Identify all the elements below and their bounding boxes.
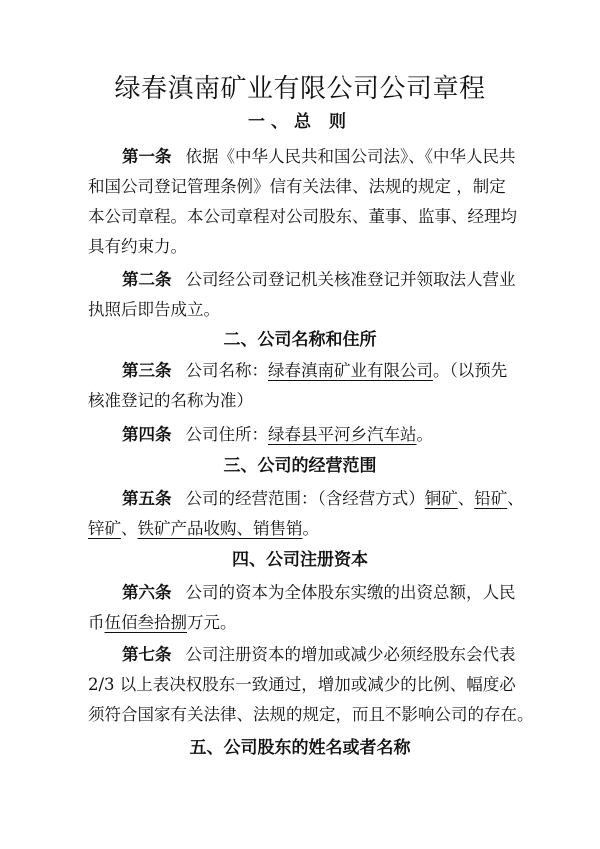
article-label: 第六条 <box>122 583 172 602</box>
article-label: 第一条 <box>122 147 172 166</box>
article-text: 公司经公司登记机关核准登记并领取法人营业 <box>185 270 516 289</box>
article-text: 核准登记的名称为准） <box>88 391 253 410</box>
article-text: 须符合国家有关法律、法规的规定，而且不影响公司的存在。 <box>88 705 534 724</box>
scope-item: 铜矿 <box>424 489 458 508</box>
article-text: 本公司章程。本公司章程对公司股东、董事、监事、经理均 <box>88 207 517 226</box>
article-text: 公司住所： <box>185 425 268 444</box>
article-2 <box>88 265 528 325</box>
article-text: 万元。 <box>187 613 237 632</box>
article-label: 第五条 <box>122 489 172 508</box>
section-heading-business-scope: 三、公司的经营范围 <box>223 456 377 476</box>
article-text: 、 <box>121 519 138 538</box>
article-text: 公司的资本为全体股东实缴的出资总额，人民 <box>185 583 516 602</box>
article-text: 。 <box>302 519 319 538</box>
article-3 <box>88 356 528 416</box>
section-heading-name-address: 二、公司名称和住所 <box>223 330 377 350</box>
scope-item: 铅矿 <box>474 489 508 508</box>
company-address-value: 绿春县平河乡汽车站 <box>268 425 417 444</box>
section-heading-shareholders: 五、公司股东的姓名或者名称 <box>189 738 411 758</box>
section-heading-general: 一、总 则 <box>248 112 352 132</box>
article-text: 2/3 以上表决权股东一致通过，增加或减少的比例、幅度必 <box>88 675 516 694</box>
document-title: 绿春滇南矿业有限公司公司章程 <box>114 74 486 104</box>
article-7 <box>88 640 534 730</box>
article-text: 和国公司登记管理条例》信有关法律、法规的规定 ，制定 <box>88 177 506 196</box>
article-text: 。 <box>416 425 433 444</box>
article-text: 公司名称： <box>185 361 268 380</box>
article-5 <box>88 484 528 544</box>
article-text: 币 <box>88 613 105 632</box>
article-text: 。（以预先 <box>433 361 508 380</box>
article-6 <box>88 578 528 638</box>
scope-item: 锌矿 <box>88 519 121 538</box>
article-label: 第七条 <box>122 645 172 664</box>
article-text: 、 <box>457 489 475 508</box>
company-name-value: 绿春滇南矿业有限公司 <box>268 361 433 380</box>
article-text: 公司的经营范围：（含经营方式） <box>185 489 425 508</box>
article-text: 依据《中华人民共和国公司法》、《中华人民共 <box>185 147 516 166</box>
article-label: 第三条 <box>122 361 172 380</box>
article-text: 公司注册资本的增加或减少必须经股东会代表 <box>185 645 516 664</box>
article-text: 具有约束力。 <box>88 237 187 256</box>
section-heading-registered-capital: 四、公司注册资本 <box>232 550 368 570</box>
capital-amount-value: 伍佰叁拾捌 <box>104 613 187 632</box>
article-1 <box>88 142 528 262</box>
article-text: 执照后即告成立。 <box>88 300 220 319</box>
article-4 <box>88 420 528 450</box>
article-label: 第四条 <box>122 425 172 444</box>
scope-item: 铁矿产品收购、销售销 <box>137 519 303 538</box>
article-label: 第二条 <box>122 270 172 289</box>
article-text: 、 <box>507 489 524 508</box>
